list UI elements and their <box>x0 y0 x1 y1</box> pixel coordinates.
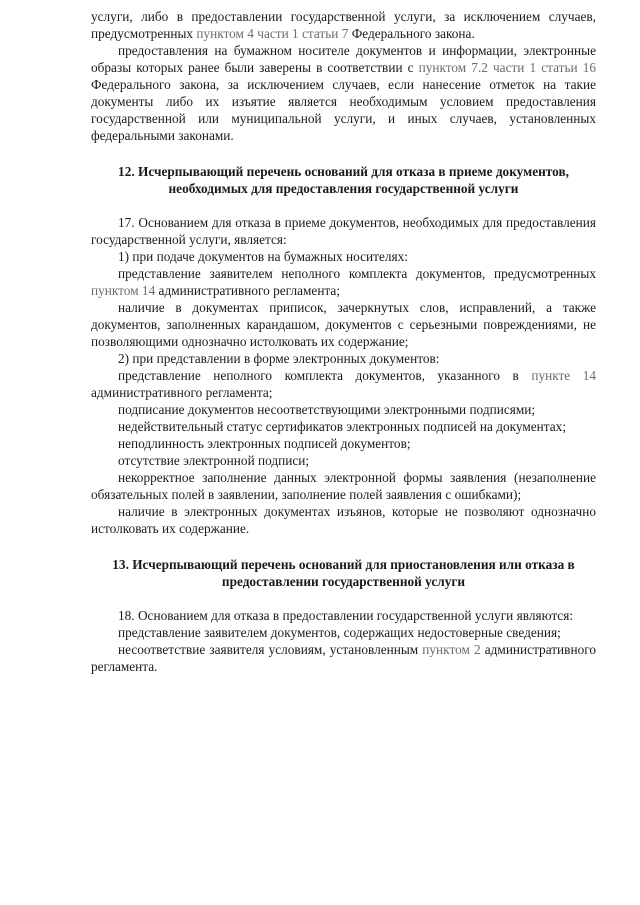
reference-link[interactable]: пункте 14 <box>531 368 596 383</box>
list-item: наличие в электронных документах изъянов, которые не позволяют однозначно истолковать их содержание. <box>91 504 596 536</box>
text-fragment: представление неполного комплекта документов, указанного в <box>118 368 532 383</box>
text-fragment: административного регламента. <box>91 642 596 674</box>
paragraph-top-2 <box>91 42 596 144</box>
text-fragment: административного регламента; <box>155 283 341 298</box>
list-item <box>91 641 596 675</box>
list-item: неподлинность электронных подписей документов; <box>118 436 411 451</box>
list-item: 1) при подаче документов на бумажных носителях: <box>118 249 408 264</box>
document-page <box>91 8 596 675</box>
reference-link[interactable]: пунктом 7.2 части 1 статьи 16 <box>418 60 596 75</box>
list-item: некорректное заполнение данных электронной формы заявления (незаполнение обязательных полей в заявлении, заполнение полей заявления с ошибками); <box>91 470 596 502</box>
text-fragment: услуги, либо в предоставлении государственной услуги, за исключением случаев, предусмотренных <box>91 9 596 41</box>
section-heading-13: 13. Исчерпывающий перечень оснований для приостановления или отказа в предоставлении государственной услуги <box>112 557 575 589</box>
reference-link[interactable]: пунктом 14 <box>91 283 156 298</box>
list-item: 2) при представлении в форме электронных документов: <box>118 351 440 366</box>
text-fragment: Федерального закона, за исключением случаев, если нанесение отметок на такие документы либо их изъятие является необходимым условием предоставления государственной или муниципальной услуги, и иных случаев, установленных федеральными законами. <box>91 77 596 143</box>
paragraph-top-1 <box>91 8 596 42</box>
list-item: недействительный статус сертификатов электронных подписей на документах; <box>118 419 567 434</box>
list-item: наличие в документах приписок, зачеркнутых слов, исправлений, а также документов, заполненных карандашом, документов с серьезными повреждениями, не позволяющими однозначно истолковать их содержание; <box>91 300 596 349</box>
text-fragment: Федерального закона. <box>348 26 475 41</box>
reference-link[interactable]: пунктом 4 части 1 статьи 7 <box>196 26 349 41</box>
text-fragment: представление заявителем неполного комплекта документов, предусмотренных <box>118 266 596 281</box>
text-fragment: административного регламента; <box>91 385 273 400</box>
list-item <box>91 367 596 401</box>
paragraph-17-intro: 17. Основанием для отказа в приеме документов, необходимых для предоставления государственной услуги, является: <box>91 215 596 247</box>
list-item <box>91 265 596 299</box>
text-fragment: предоставления на бумажном носителе документов и информации, электронные образы которых ранее были заверены в соответствии с <box>91 43 596 75</box>
list-item: подписание документов несоответствующими электронными подписями; <box>118 402 536 417</box>
section-heading-12: 12. Исчерпывающий перечень оснований для отказа в приеме документов, необходимых для предоставления государственной услуги <box>118 164 569 196</box>
paragraph-18-intro: 18. Основанием для отказа в предоставлении государственной услуги являются: <box>118 608 574 623</box>
list-item: отсутствие электронной подписи; <box>118 453 310 468</box>
reference-link[interactable]: пунктом 2 <box>422 642 481 657</box>
text-fragment: несоответствие заявителя условиям, установленным <box>118 642 423 657</box>
list-item: представление заявителем документов, содержащих недостоверные сведения; <box>118 625 561 640</box>
